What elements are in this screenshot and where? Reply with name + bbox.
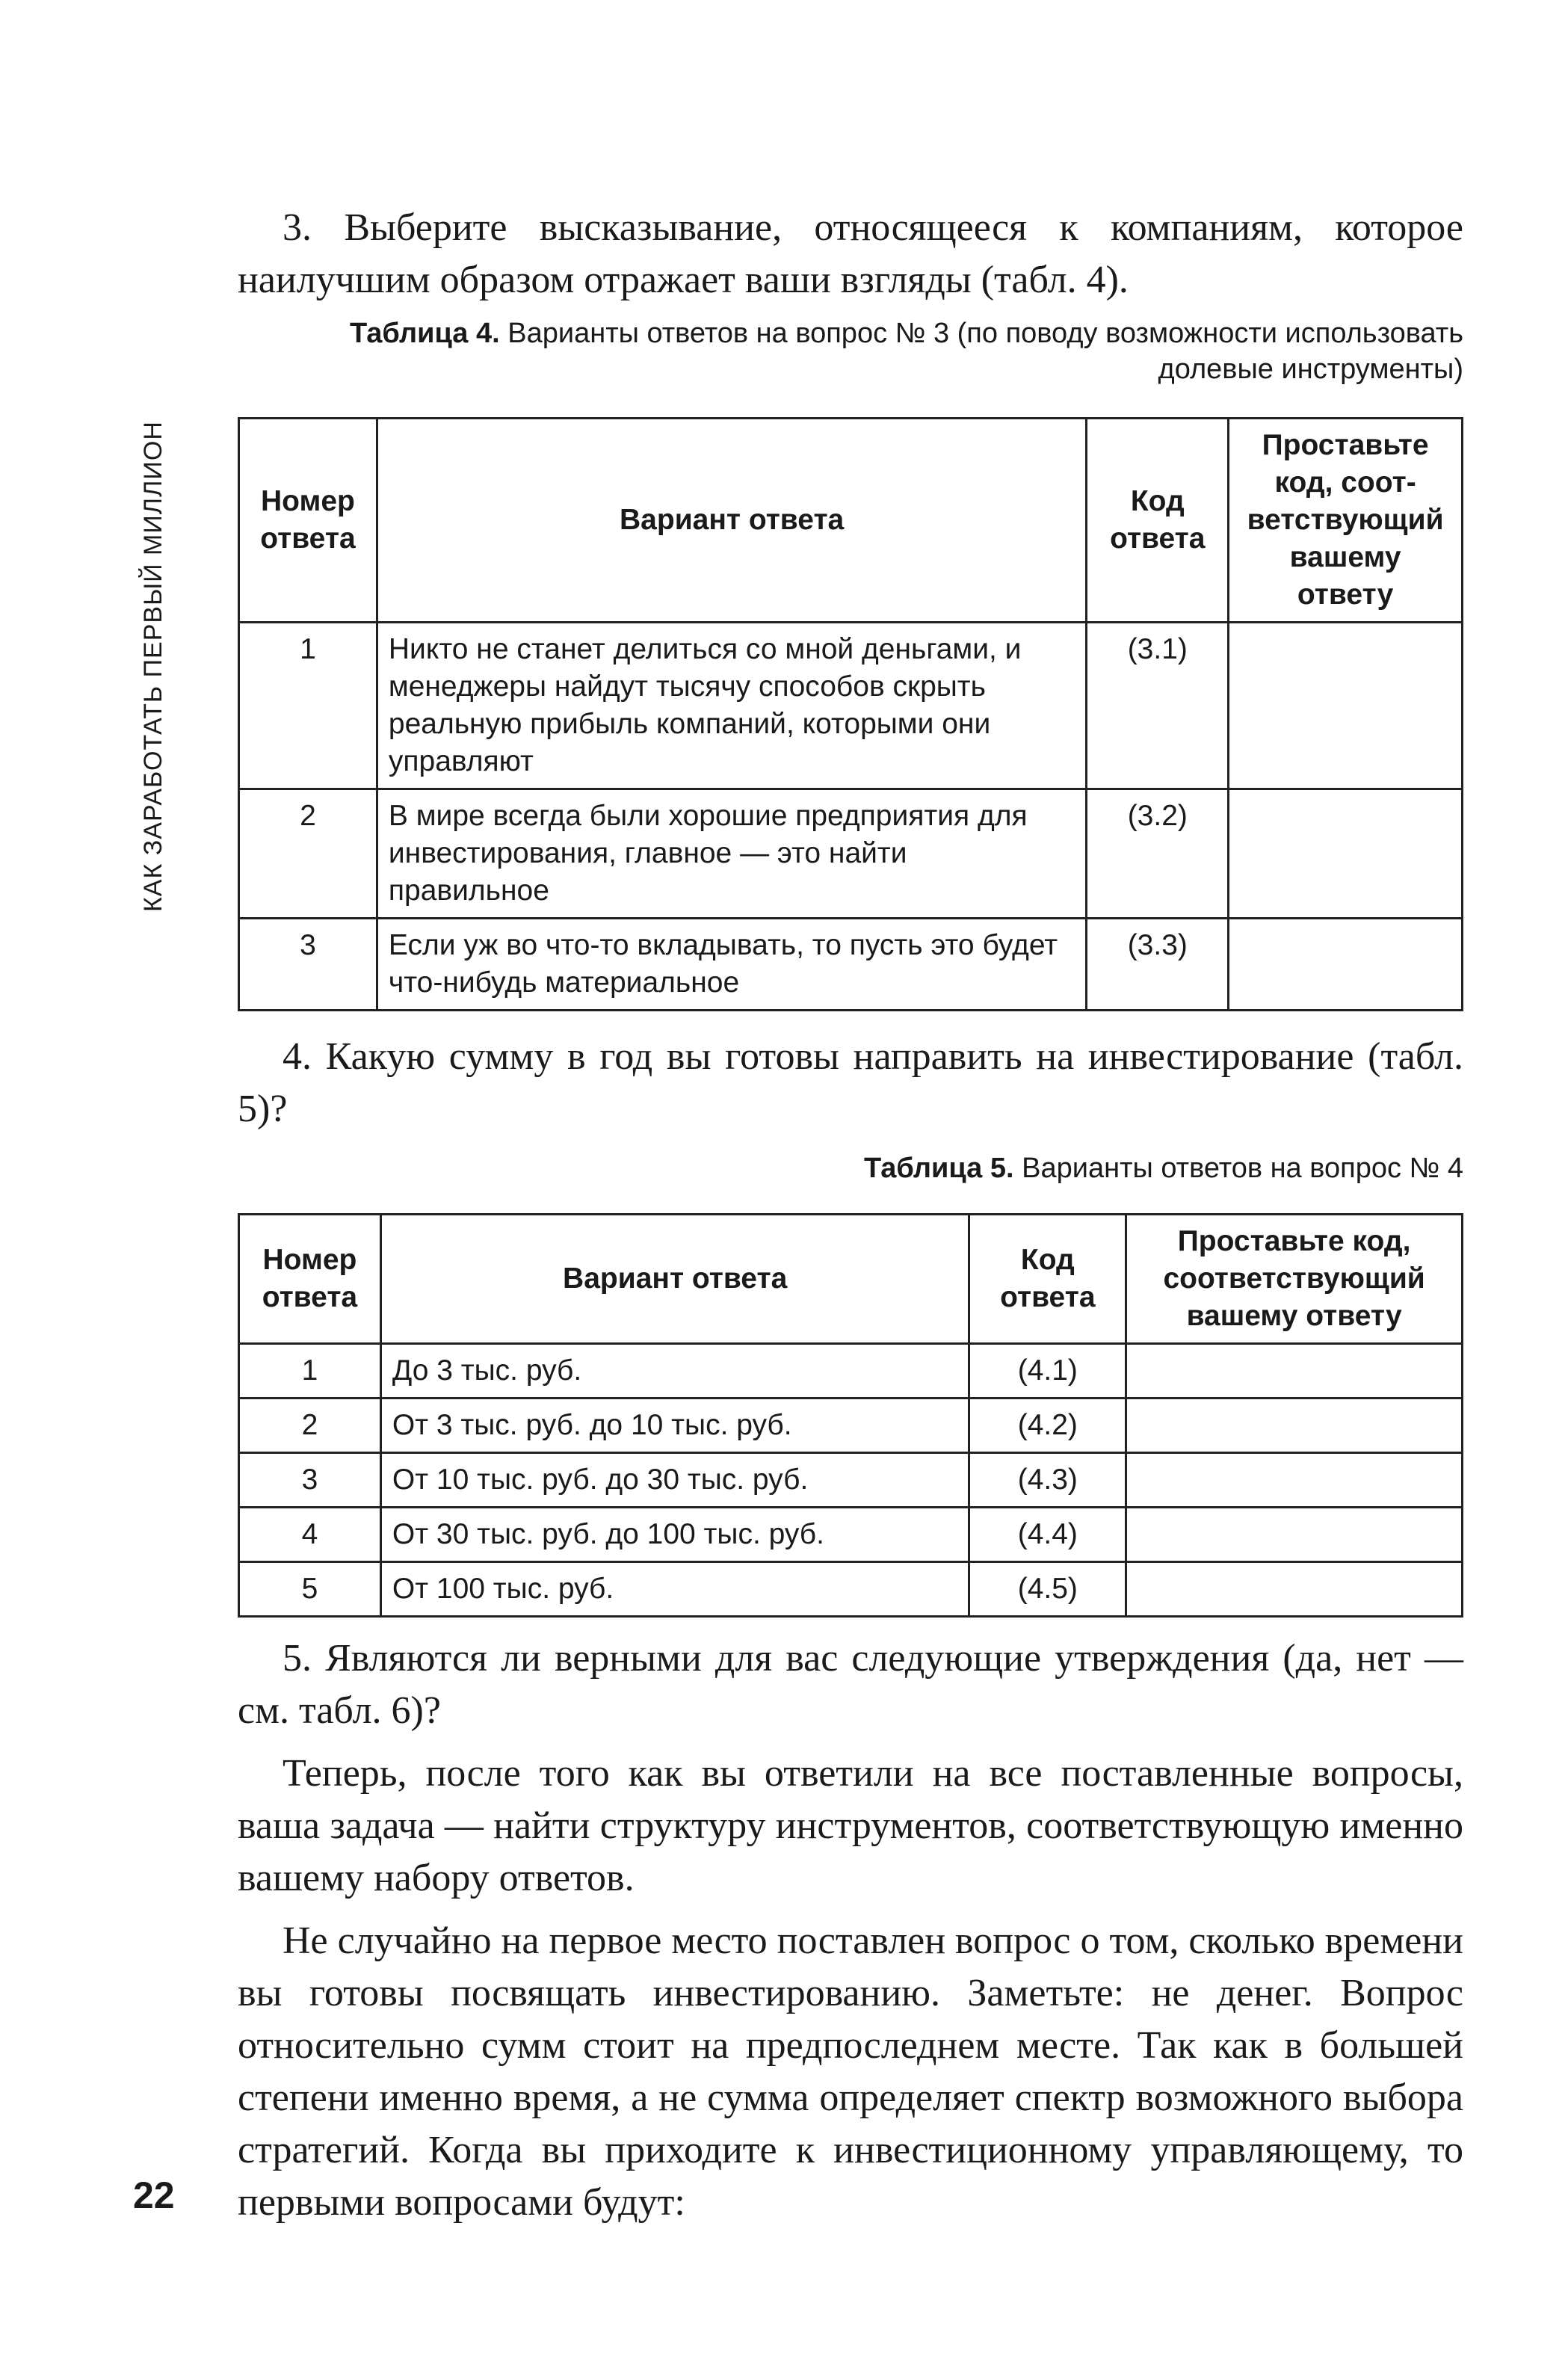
table-4-header-answer: Проставьте код, соответствующий вашему ответу <box>1229 419 1463 623</box>
table-row <box>239 1508 1463 1562</box>
table-5 <box>238 1213 1463 1618</box>
row-code: (3.2) <box>1087 789 1229 919</box>
table-row <box>239 1344 1463 1399</box>
row-answer-cell[interactable] <box>1126 1399 1463 1453</box>
table-4-caption-text: Варианты ответов на вопрос № 3 (по поводу возможности использовать долевые инструменты) <box>507 318 1463 385</box>
row-number: 5 <box>239 1562 381 1617</box>
row-answer-cell[interactable] <box>1126 1508 1463 1562</box>
row-answer-cell[interactable] <box>1126 1344 1463 1399</box>
table-4-caption <box>238 315 1463 387</box>
row-code: (4.5) <box>969 1562 1126 1617</box>
table-5-header-row <box>239 1215 1463 1344</box>
table-row <box>239 789 1463 919</box>
body-paragraph-2: Не случайно на первое место поставлен вопрос о том, сколько времени вы готовы посвящать инвестированию. Заметьте: не денег. Вопрос относительно сумм стоит на предпоследнем месте. Так как в большей степени именно время, а не сумма определяет спектр возможного выбора стратегий. Когда вы приходите к инвестиционному управляющему, то первыми вопросами будут: <box>238 1919 1463 2224</box>
row-code: (4.4) <box>969 1508 1126 1562</box>
row-number: 1 <box>239 623 377 789</box>
table-5-caption <box>238 1150 1463 1186</box>
row-answer-cell[interactable] <box>1229 789 1463 919</box>
row-number: 3 <box>239 919 377 1011</box>
table-4 <box>238 417 1463 1011</box>
row-number: 2 <box>239 789 377 919</box>
row-variant: До 3 тыс. руб. <box>380 1344 969 1399</box>
row-number: 3 <box>239 1453 381 1508</box>
question-3: 3. Выберите высказывание, относящееся к компаниям, которое наилучшим образом отражает ваши взгляды (табл. 4). <box>238 206 1463 301</box>
row-variant: От 10 тыс. руб. до 30 тыс. руб. <box>380 1453 969 1508</box>
table-5-caption-text: Варианты ответов на вопрос № 4 <box>1022 1153 1463 1184</box>
row-number: 1 <box>239 1344 381 1399</box>
table-5-header-number: Номер ответа <box>239 1215 381 1344</box>
row-variant: В мире всегда были хорошие предприятия для инвестирования, главное — это найти правильное <box>377 789 1086 919</box>
row-answer-cell[interactable] <box>1229 919 1463 1011</box>
page-number: 22 <box>133 2174 175 2216</box>
row-code: (4.1) <box>969 1344 1126 1399</box>
table-5-header-code: Код ответа <box>969 1215 1126 1344</box>
row-answer-cell[interactable] <box>1126 1562 1463 1617</box>
table-row <box>239 1453 1463 1508</box>
row-code: (3.3) <box>1087 919 1229 1011</box>
table-4-header-variant: Вариант ответа <box>377 419 1086 623</box>
row-variant: Если уж во что-то вкладывать, то пусть это будет что-нибудь материальное <box>377 919 1086 1011</box>
row-code: (4.2) <box>969 1399 1126 1453</box>
question-5: 5. Являются ли верными для вас следующие утверждения (да, нет — см. табл. 6)? <box>238 1637 1463 1732</box>
row-answer-cell[interactable] <box>1126 1453 1463 1508</box>
table-5-header-variant: Вариант ответа <box>380 1215 969 1344</box>
body-paragraph-1: Теперь, после того как вы ответили на все поставленные вопросы, ваша задача — найти структуру инструментов, соответствующую именно вашему набору ответов. <box>238 1752 1463 1899</box>
running-head: КАК ЗАРАБОТАТЬ ПЕРВЫЙ МИЛЛИОН <box>139 421 167 912</box>
question-4: 4. Какую сумму в год вы готовы направить на инвестирование (табл. 5)? <box>238 1035 1463 1130</box>
table-4-caption-label: Таблица 4. <box>350 318 500 349</box>
table-row <box>239 1562 1463 1617</box>
row-variant: От 100 тыс. руб. <box>380 1562 969 1617</box>
page-content <box>238 202 1463 2229</box>
row-code: (4.3) <box>969 1453 1126 1508</box>
row-answer-cell[interactable] <box>1229 623 1463 789</box>
table-4-header-row <box>239 419 1463 623</box>
table-row <box>239 1399 1463 1453</box>
table-5-header-answer: Проставьте код, соответствующий вашему ответу <box>1126 1215 1463 1344</box>
row-code: (3.1) <box>1087 623 1229 789</box>
row-variant: От 3 тыс. руб. до 10 тыс. руб. <box>380 1399 969 1453</box>
row-number: 2 <box>239 1399 381 1453</box>
row-number: 4 <box>239 1508 381 1562</box>
row-variant: Никто не станет делиться со мной деньгами, и менеджеры найдут тысячу способов скрыть реальную прибыль компаний, которыми они управляют <box>377 623 1086 789</box>
table-5-caption-label: Таблица 5. <box>863 1153 1014 1184</box>
table-row <box>239 623 1463 789</box>
table-4-header-number: Номер ответа <box>239 419 377 623</box>
row-variant: От 30 тыс. руб. до 100 тыс. руб. <box>380 1508 969 1562</box>
table-row <box>239 919 1463 1011</box>
table-4-header-code: Код ответа <box>1087 419 1229 623</box>
